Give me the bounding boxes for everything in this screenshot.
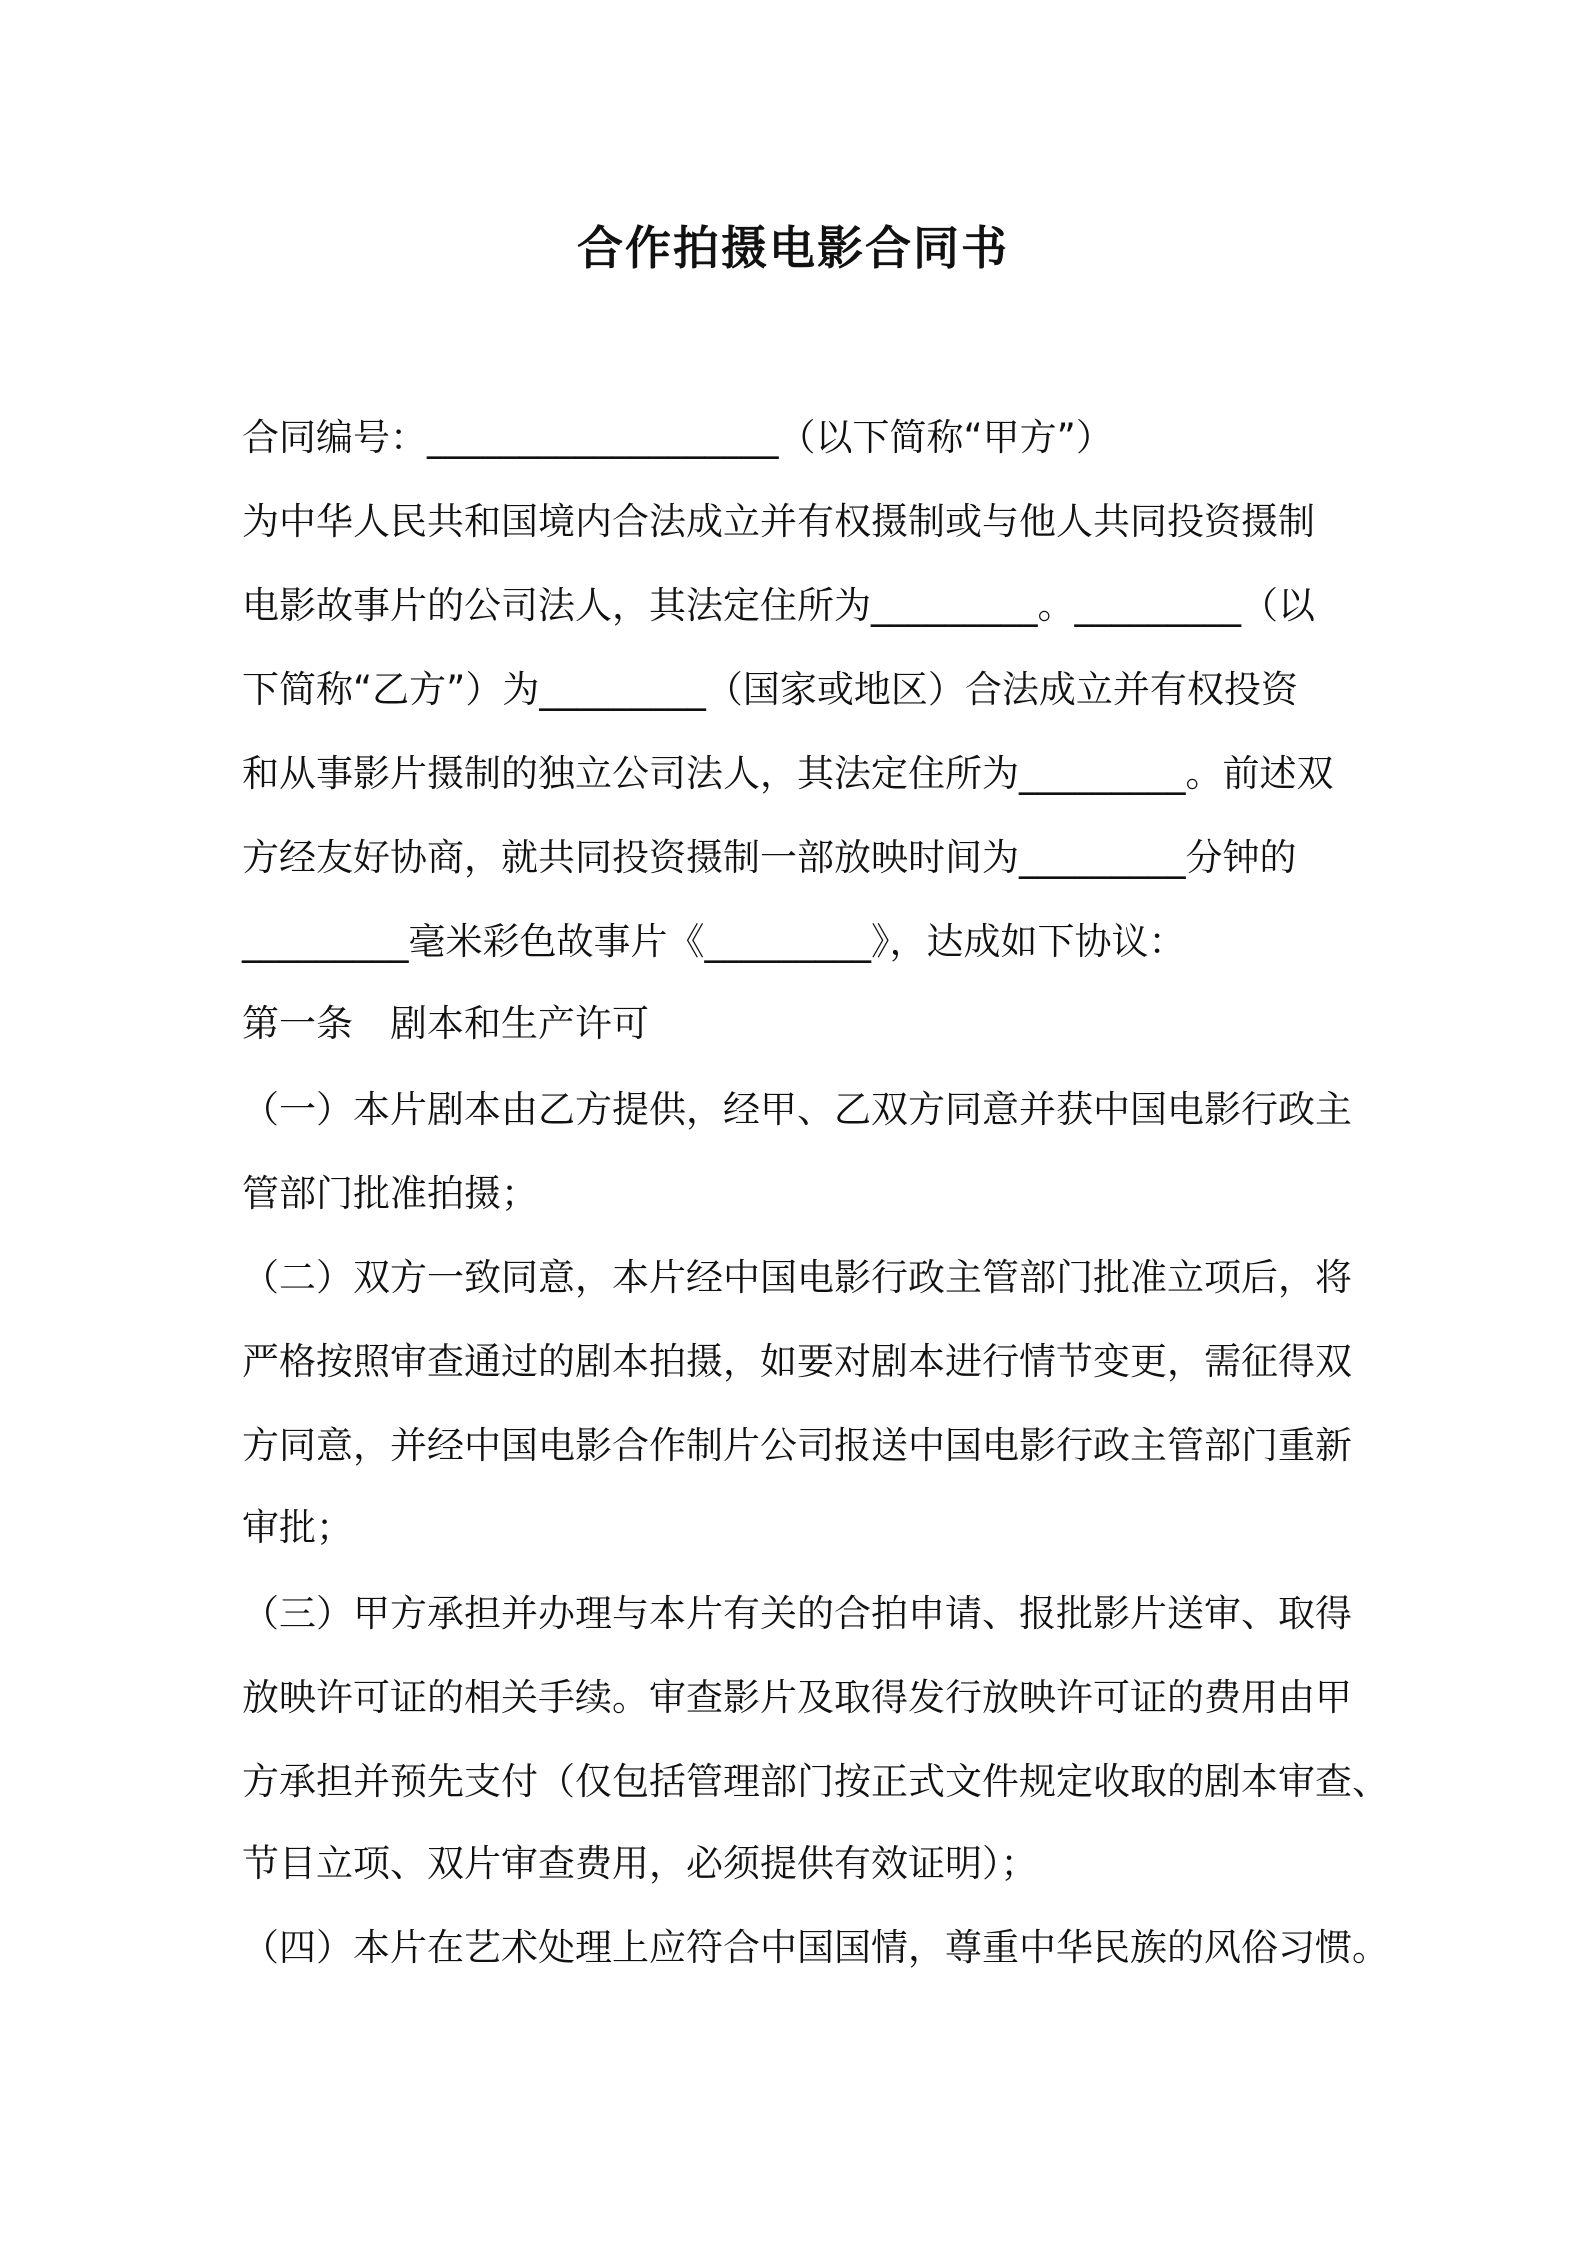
clause-line: 方承担并预先支付（仅包括管理部门按正式文件规定收取的剧本审查、 xyxy=(242,1760,1389,1803)
contract-number-line: 合同编号：___________________（以下简称“甲方”） xyxy=(242,416,1113,459)
body-line: 下简称“乙方”）为_________（国家或地区）合法成立并有权投资 xyxy=(242,668,1298,711)
clause-line: 放映许可证的相关手续。审查影片及取得发行放映许可证的费用由甲 xyxy=(242,1676,1352,1719)
clause-line: 审批； xyxy=(242,1506,353,1549)
clause-line: 方同意，并经中国电影合作制片公司报送中国电影行政主管部门重新 xyxy=(242,1424,1352,1467)
body-line: _________毫米彩色故事片《_________》，达成如下协议： xyxy=(242,920,1186,963)
body-line: 方经友好协商，就共同投资摄制一部放映时间为_________分钟的 xyxy=(242,836,1297,879)
clause-line: 严格按照审查通过的剧本拍摄，如要对剧本进行情节变更，需征得双 xyxy=(242,1340,1352,1383)
clause-line: （四）本片在艺术处理上应符合中国国情，尊重中华民族的风俗习惯。 xyxy=(242,1926,1389,1969)
body-line: 和从事影片摄制的独立公司法人，其法定住所为_________。前述双 xyxy=(242,752,1334,795)
clause-line: 管部门批准拍摄； xyxy=(242,1172,538,1215)
clause-line: （一）本片剧本由乙方提供，经甲、乙双方同意并获中国电影行政主 xyxy=(242,1088,1352,1131)
article-heading: 第一条 剧本和生产许可 xyxy=(242,1002,649,1045)
body-line: 电影故事片的公司法人，其法定住所为_________。_________（以 xyxy=(242,584,1315,627)
clause-line: 节目立项、双片审查费用，必须提供有效证明）； xyxy=(242,1842,1038,1885)
clause-line: （三）甲方承担并办理与本片有关的合拍申请、报批影片送审、取得 xyxy=(242,1592,1352,1635)
document-title: 合作拍摄电影合同书 xyxy=(577,221,1009,275)
clause-line: （二）双方一致同意，本片经中国电影行政主管部门批准立项后，将 xyxy=(242,1256,1352,1299)
body-line: 为中华人民共和国境内合法成立并有权摄制或与他人共同投资摄制 xyxy=(242,500,1315,543)
